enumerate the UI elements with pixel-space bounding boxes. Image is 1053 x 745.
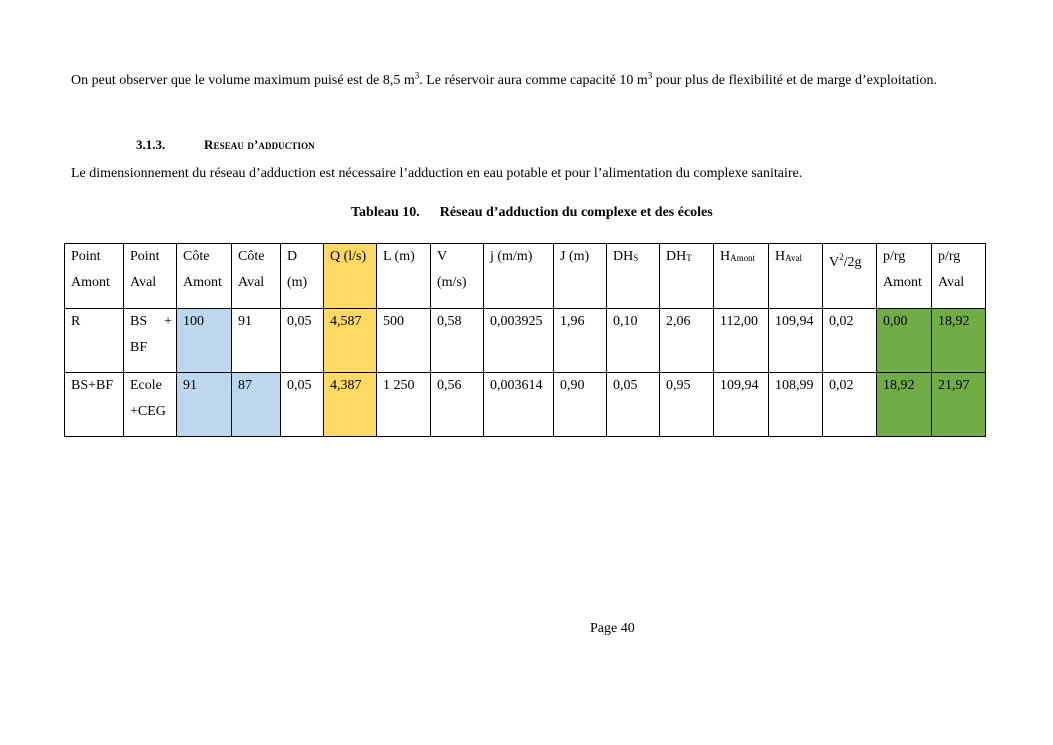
header-dh-singular: DHS [607,244,660,309]
cell-cote-amont: 100 [177,309,232,373]
cell-h-amont: 112,00 [714,309,769,373]
cell-point-aval: Ecole +CEG [124,373,177,437]
cell-h-aval: 109,94 [769,309,823,373]
header-point-amont: Point Amont [65,244,124,309]
table-caption-title: Réseau d’adduction du complexe et des écoles [439,205,713,220]
header-pressure-amont: p/rg Amont [877,244,932,309]
cell-cote-aval: 91 [232,309,281,373]
intro-paragraph [71,68,982,94]
header-flow: Q (l/s) [324,244,377,309]
cell-headloss: 1,96 [554,309,607,373]
para1-text-middle: . Le réservoir aura comme capacité 10 m [419,73,648,88]
adduction-table [64,243,986,437]
cell-h-aval: 108,99 [769,373,823,437]
cell-pressure-aval: 18,92 [932,309,986,373]
cell-pressure-aval: 21,97 [932,373,986,437]
cell-diameter: 0,05 [281,309,324,373]
cell-velocity-head: 0,02 [823,373,877,437]
table-caption [351,205,713,221]
cell-pressure-amont: 0,00 [877,309,932,373]
cell-flow: 4,387 [324,373,377,437]
cell-length: 500 [377,309,431,373]
cell-diameter: 0,05 [281,373,324,437]
header-dh-total: DHT [660,244,714,309]
header-velocity: V (m/s) [431,244,484,309]
cell-dh-singular: 0,05 [607,373,660,437]
header-velocity-head: $V^2/2g$ [823,244,877,309]
cell-cote-amont: 91 [177,373,232,437]
cell-unit-headloss: 0,003614 [484,373,554,437]
cell-h-amont: 109,94 [714,373,769,437]
table-row [65,309,986,373]
cell-flow: 4,587 [324,309,377,373]
cell-pressure-amont: 18,92 [877,373,932,437]
cell-headloss: 0,90 [554,373,607,437]
cell-dh-total: 0,95 [660,373,714,437]
header-length: L (m) [377,244,431,309]
para1-text-after: pour plus de flexibilité et de marge d’exploitation. [652,73,938,88]
header-point-aval: Point Aval [124,244,177,309]
section-title: Reseau d’adduction [204,137,315,152]
cell-dh-total: 2,06 [660,309,714,373]
section-paragraph: Le dimensionnement du réseau d’adduction est nécessaire l’adduction en eau potable et pour l’alimentation du complexe sanitaire. [71,166,803,181]
header-h-aval: HAval [769,244,823,309]
cell-point-aval: BS + BF [124,309,177,373]
table-header-row [65,244,986,309]
cell-unit-headloss: 0,003925 [484,309,554,373]
cell-point-amont: BS+BF [65,373,124,437]
cell-cote-aval: 87 [232,373,281,437]
header-pressure-aval: p/rg Aval [932,244,986,309]
cell-velocity: 0,58 [431,309,484,373]
cell-dh-singular: 0,10 [607,309,660,373]
cell-length: 1 250 [377,373,431,437]
header-cote-aval: Côte Aval [232,244,281,309]
page-number: Page 40 [590,621,635,636]
section-number: 3.1.3. [136,137,166,152]
header-diameter: D (m) [281,244,324,309]
header-unit-headloss: j (m/m) [484,244,554,309]
header-cote-amont: Côte Amont [177,244,232,309]
table-row [65,373,986,437]
cell-point-amont: R [65,309,124,373]
cell-velocity: 0,56 [431,373,484,437]
table-caption-label: Tableau 10. [351,205,420,220]
para1-text-before: On peut observer que le volume maximum puisé est de 8,5 m [71,73,415,88]
header-h-amont: HAmont [714,244,769,309]
cell-velocity-head: 0,02 [823,309,877,373]
unit-exponent: 3 [414,70,420,81]
unit-exponent: 3 [647,70,653,81]
header-headloss: J (m) [554,244,607,309]
